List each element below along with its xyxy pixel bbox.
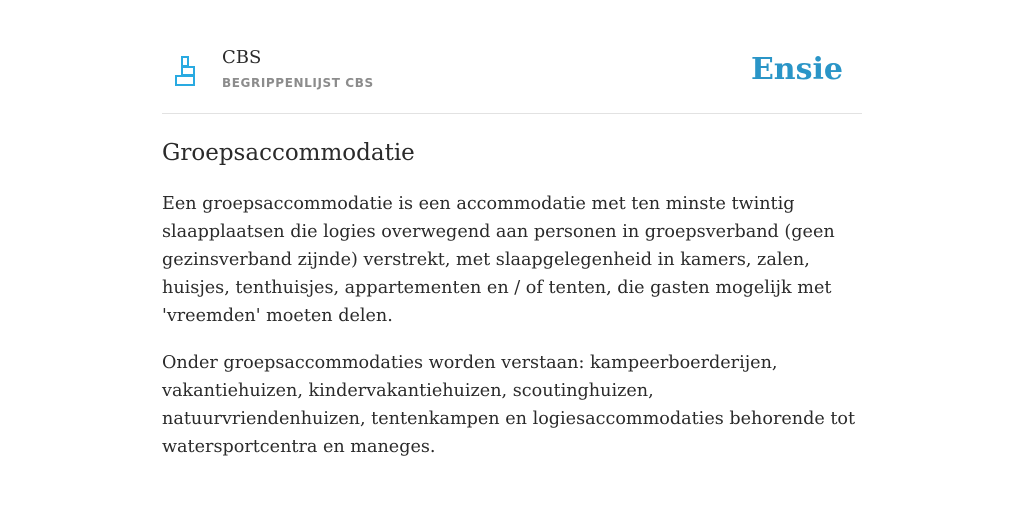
page-title: Groepsaccommodatie <box>162 140 415 166</box>
ensie-logo-link[interactable]: Ensie <box>750 52 843 87</box>
source-name[interactable]: CBS <box>222 47 262 68</box>
source-subtitle: BEGRIPPENLIJST CBS <box>222 76 374 90</box>
definition-paragraph: Een groepsaccommodatie is een accommodatie met ten minste twintig slaapplaatsen die logies overwegend aan personen in groepsverband (geen gezinsverband zijnde) verstrekt, met slaapgelegenheid in kamers, zalen, huisjes, tenthuisjes, appartementen en / of tenten, die gasten mogelijk met 'vreemden' moeten delen. <box>162 194 835 326</box>
definition-paragraph: Onder groepsaccommodaties worden verstaan: kampeerboerderijen, vakantiehuizen, kindervakantiehuizen, scoutinghuizen, natuurvriendenhuizen, tentenkampen en logiesaccommodaties behorende tot watersportcentra en maneges. <box>162 353 856 457</box>
page-container <box>162 0 862 457</box>
definition-body <box>162 190 862 480</box>
header <box>162 0 862 114</box>
cbs-logo-icon[interactable] <box>175 56 197 86</box>
